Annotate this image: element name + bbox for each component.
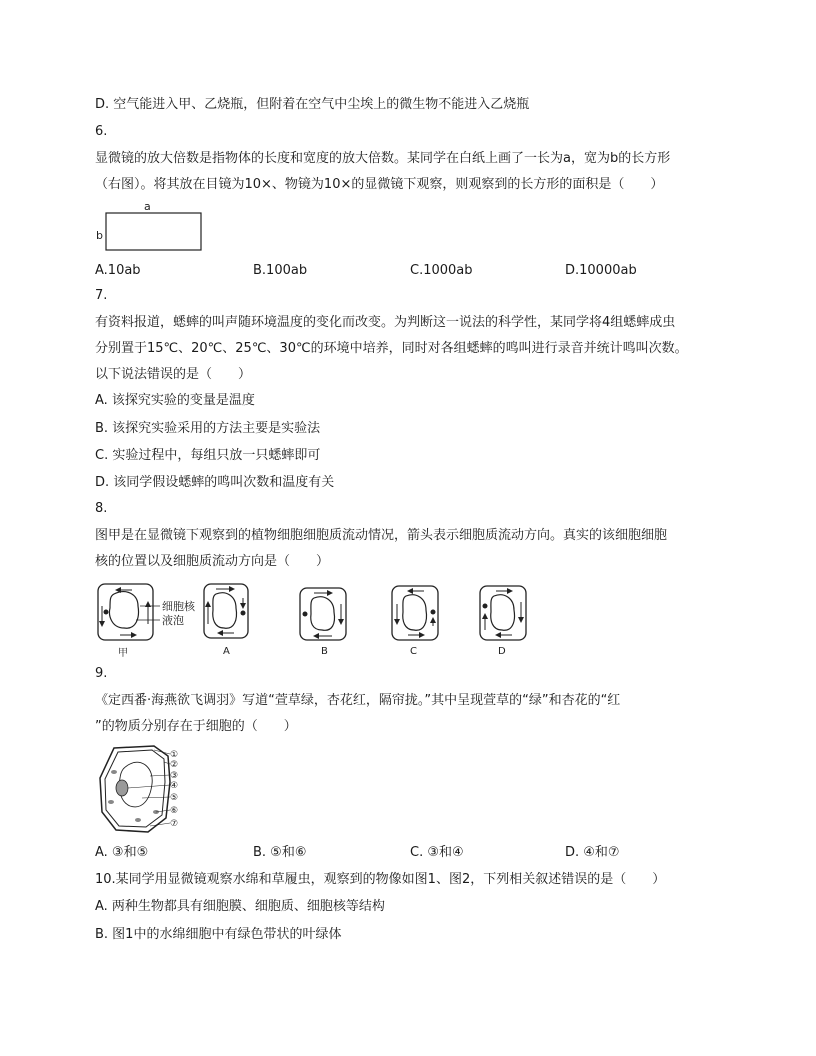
q7-stem-line3: 以下说法错误的是（ ） [95,367,252,382]
q9-number: 9. [95,666,108,681]
mark-5: ⑤ [170,793,179,803]
cell-jia [98,584,196,659]
q6-rectangle-figure [92,198,212,256]
q10-option-b: B. 图1中的水绵细胞中有绿色带状的叶绿体 [95,927,342,942]
mark-4: ④ [170,781,179,791]
q9-option-b: B. ⑤和⑥ [253,845,307,860]
q6-number: 6. [95,124,108,139]
q7-stem-line2: 分别置于15℃、20℃、25℃、30℃的环境中培养，同时对各组蟋蟀的鸣叫进行录音并统计鸣叫次数。 [95,341,688,356]
mark-2: ② [170,760,179,770]
label-vacuole: 液泡 [162,614,184,627]
q8-number: 8. [95,501,108,516]
q8-stem-line1: 图甲是在显微镜下观察到的植物细胞细胞质流动情况，箭头表示细胞质流动方向。真实的该细胞细胞 [95,528,668,543]
q10-option-a: A. 两种生物都具有细胞膜、细胞质、细胞核等结构 [95,899,385,914]
label-b: B [321,646,328,657]
q6-option-a: A.10ab [95,263,141,278]
mark-7: ⑦ [170,819,179,829]
q9-option-d: D. ④和⑦ [565,845,620,860]
q7-option-a: A. 该探究实验的变量是温度 [95,393,255,408]
cell-b [300,588,346,657]
q6-stem-line1: 显微镜的放大倍数是指物体的长度和宽度的放大倍数。某同学在白纸上画了一长为a，宽为b的长方形 [95,151,671,166]
q9-stem-line2: ”的物质分别存在于细胞的（ ） [95,719,297,734]
q7-option-b: B. 该探究实验采用的方法主要是实验法 [95,421,321,436]
q10-stem: 10.某同学用显微镜观察水绵和草履虫，观察到的物像如图1、图2，下列相关叙述错误的是（ ） [95,872,666,887]
q7-number: 7. [95,288,108,303]
q6-label-b: b [96,229,103,242]
q8-cell-figures [92,580,552,660]
label-jia: 甲 [118,648,128,659]
cell-d [480,586,526,657]
cell-c [392,586,438,657]
q7-option-d: D. 该同学假设蟋蟀的鸣叫次数和温度有关 [95,475,335,490]
q7-option-c: C. 实验过程中，每组只放一只蟋蟀即可 [95,448,321,463]
q6-label-a: a [144,200,151,213]
q6-option-b: B.100ab [253,263,308,278]
q7-stem-line1: 有资料报道，蟋蟀的叫声随环境温度的变化而改变。为判断这一说法的科学性，某同学将4组蟋蟀成虫 [95,315,676,330]
q9-option-c: C. ③和④ [410,845,464,860]
mark-1: ① [170,750,179,760]
q9-stem-line1: 《定西番·海燕欲飞调羽》写道“萱草绿，杏花红，隔帘拢。”其中呈现萱草的“绿”和杏花的“红 [95,693,621,708]
q8-stem-line2: 核的位置以及细胞质流动方向是（ ） [95,554,330,569]
q6-option-c: C.1000ab [410,263,473,278]
cell-a [204,584,248,657]
label-a: A [223,646,230,657]
q9-plant-cell-figure [94,742,189,838]
label-d: D [498,646,506,657]
label-c: C [410,646,417,657]
label-nucleus: 细胞核 [162,600,195,613]
q6-option-d: D.10000ab [565,263,637,278]
q6-stem-line2: （右图）。将其放在目镜为10×、物镜为10×的显微镜下观察，则观察到的长方形的面积是（ ） [95,177,664,192]
mark-6: ⑥ [170,806,179,816]
mark-3: ③ [170,771,179,781]
q5-option-d: D. 空气能进入甲、乙烧瓶，但附着在空气中尘埃上的微生物不能进入乙烧瓶 [95,97,530,112]
q9-option-a: A. ③和⑤ [95,845,149,860]
